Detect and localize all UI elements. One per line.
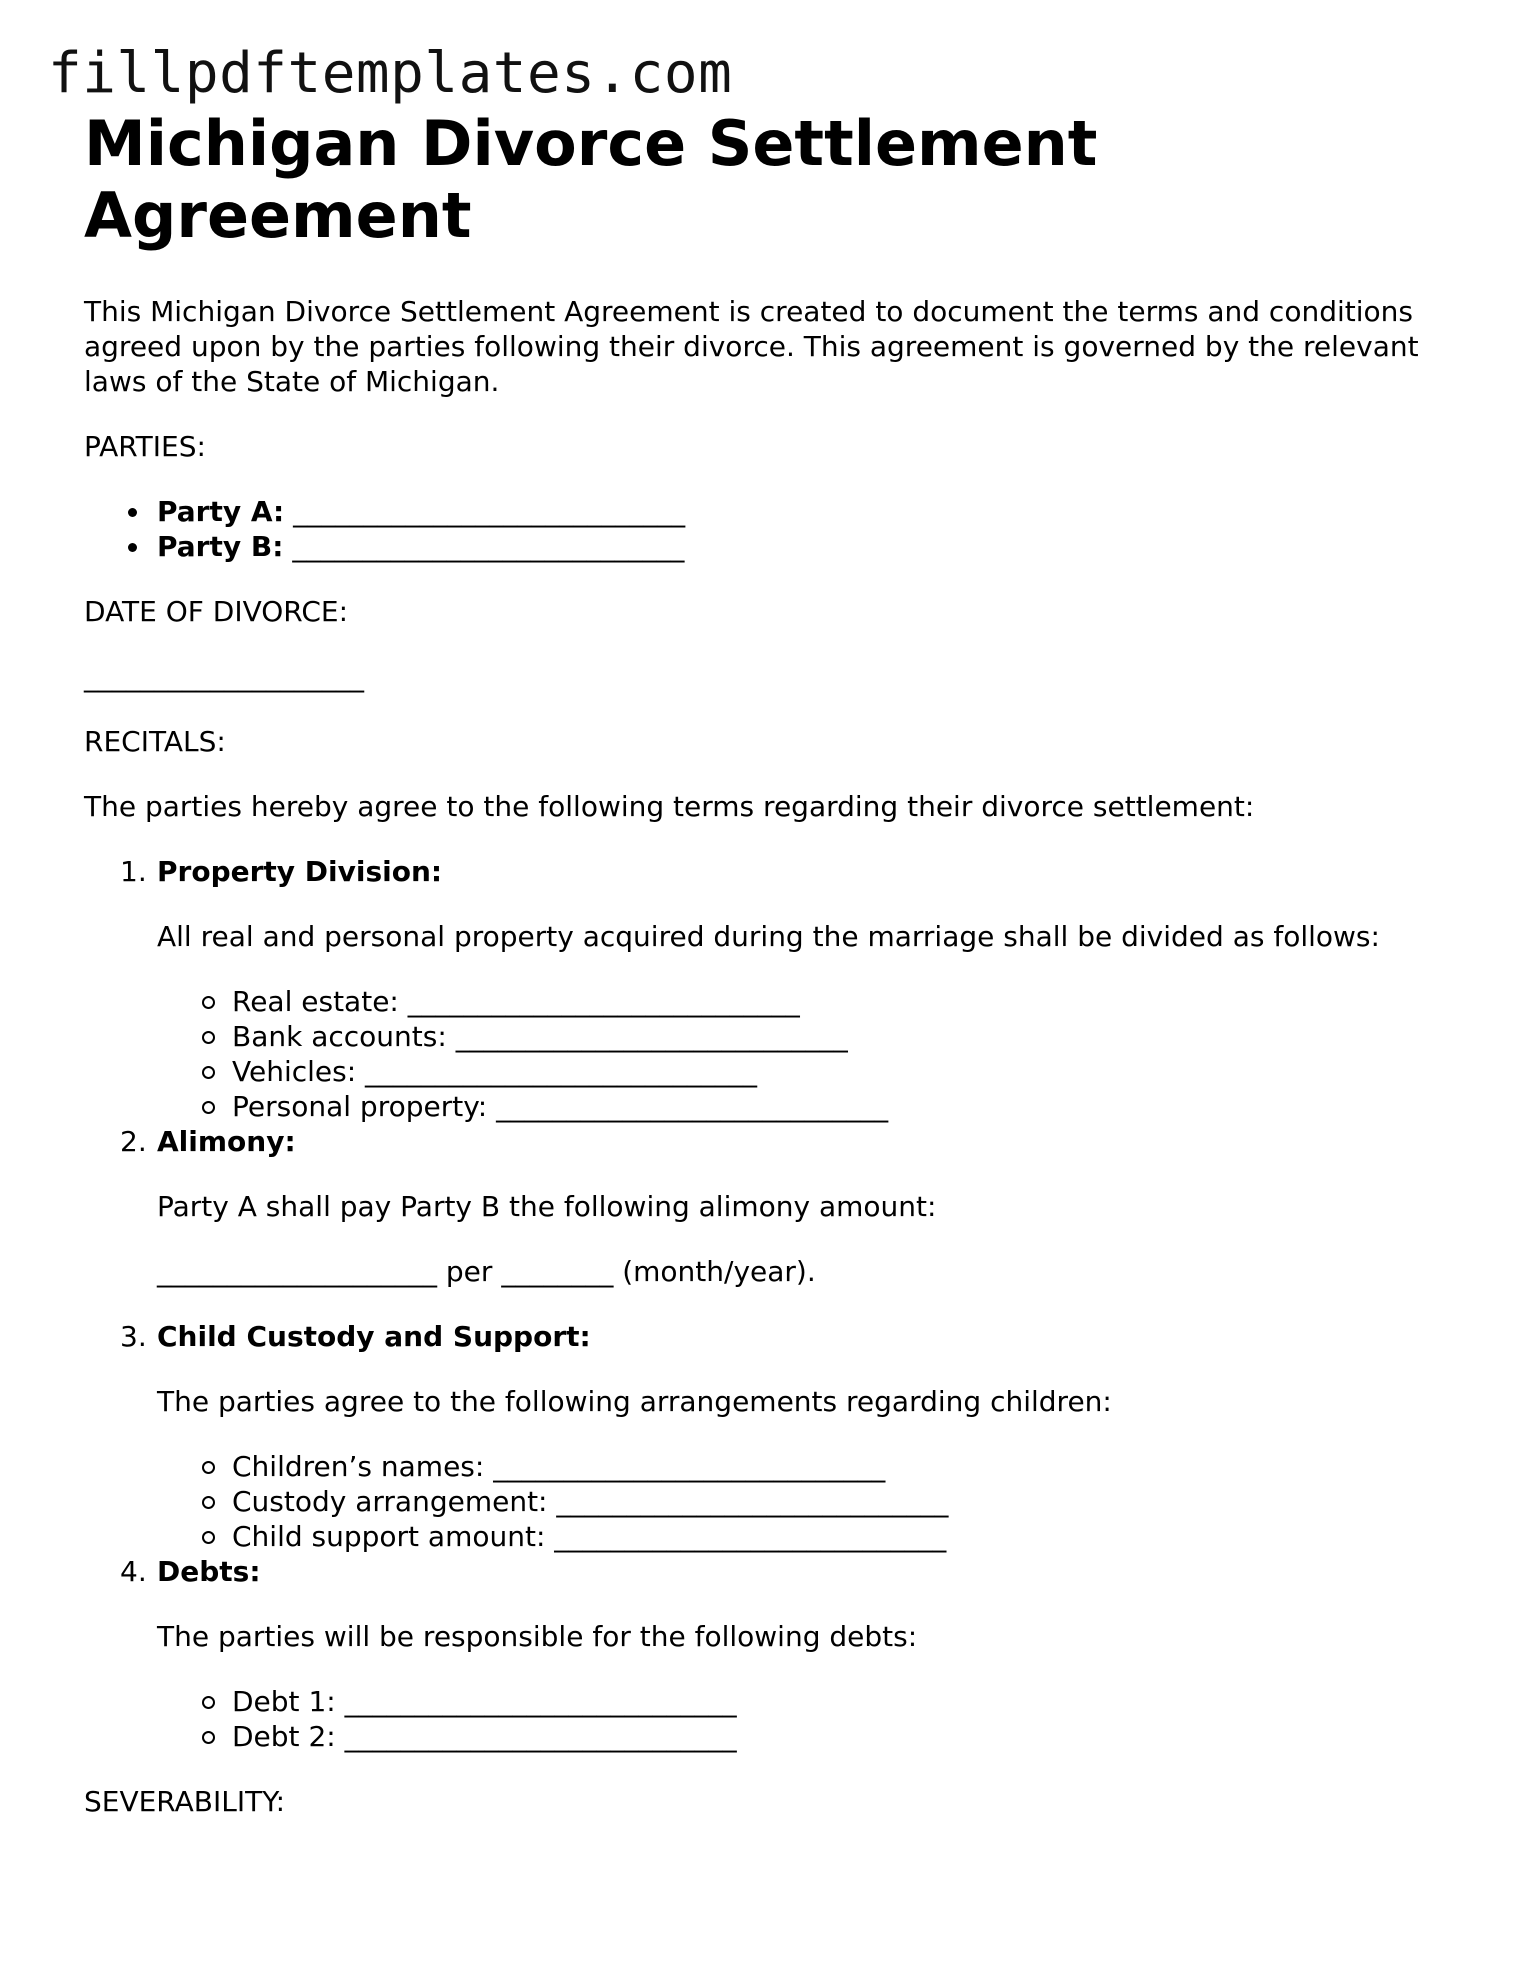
term-number: 2. bbox=[120, 1125, 147, 1158]
term-text: Party A shall pay Party B the following alimony amount: bbox=[157, 1190, 937, 1223]
recitals-heading: RECITALS: bbox=[84, 725, 226, 758]
term-number: 3. bbox=[120, 1320, 147, 1353]
term-title: Child Custody and Support: bbox=[157, 1320, 591, 1353]
alimony-amount-line[interactable]: ____________________ per ________ (month/year). bbox=[157, 1255, 816, 1288]
term-alimony bbox=[84, 1124, 1444, 1289]
debt-1-item[interactable]: Debt 1: ____________________________ bbox=[232, 1684, 1444, 1719]
term-title: Debts: bbox=[157, 1555, 261, 1588]
term-text: All real and personal property acquired during the marriage shall be divided as follows: bbox=[157, 920, 1380, 953]
term-text: The parties agree to the following arrangements regarding children: bbox=[157, 1385, 1112, 1418]
children-list bbox=[157, 1449, 1444, 1554]
parties-list bbox=[84, 494, 1444, 564]
property-list bbox=[157, 984, 1444, 1124]
child-support-item[interactable]: Child support amount: ____________________________ bbox=[232, 1519, 1444, 1554]
date-heading: DATE OF DIVORCE: bbox=[84, 595, 349, 628]
party-b-item bbox=[157, 529, 1444, 564]
term-debts bbox=[84, 1554, 1444, 1754]
term-property-division bbox=[84, 854, 1444, 1124]
personal-property-item[interactable]: Personal property: ____________________________ bbox=[232, 1089, 1444, 1124]
real-estate-item[interactable]: Real estate: ____________________________ bbox=[232, 984, 1444, 1019]
party-b-label: Party B: bbox=[157, 530, 284, 563]
debts-list bbox=[157, 1684, 1444, 1754]
intro-paragraph: This Michigan Divorce Settlement Agreement is created to document the terms and conditions agreed upon by the parties following their divorce. This agreement is governed by the relevant laws of the State of Michigan. bbox=[84, 295, 1419, 398]
party-a-label: Party A: bbox=[157, 495, 285, 528]
party-a-blank[interactable]: ____________________________ bbox=[293, 495, 686, 528]
parties-heading: PARTIES: bbox=[84, 430, 206, 463]
terms-list bbox=[84, 854, 1444, 1754]
recitals-text: The parties hereby agree to the following terms regarding their divorce settlement: bbox=[84, 790, 1255, 823]
term-child-custody bbox=[84, 1319, 1444, 1554]
debt-2-item[interactable]: Debt 2: ____________________________ bbox=[232, 1719, 1444, 1754]
watermark: fillpdftemplates.com bbox=[48, 41, 733, 106]
custody-arrangement-item[interactable]: Custody arrangement: ____________________________ bbox=[232, 1484, 1444, 1519]
term-number: 1. bbox=[120, 855, 147, 888]
party-b-blank[interactable]: ____________________________ bbox=[292, 530, 685, 563]
term-number: 4. bbox=[120, 1555, 147, 1588]
term-title: Alimony: bbox=[157, 1125, 296, 1158]
bank-accounts-item[interactable]: Bank accounts: ____________________________ bbox=[232, 1019, 1444, 1054]
party-a-item bbox=[157, 494, 1444, 529]
page-title: Michigan Divorce Settlement Agreement bbox=[84, 107, 1098, 252]
vehicles-item[interactable]: Vehicles: ____________________________ bbox=[232, 1054, 1444, 1089]
date-blank[interactable]: ____________________ bbox=[84, 660, 364, 693]
children-names-item[interactable]: Children’s names: ____________________________ bbox=[232, 1449, 1444, 1484]
document-page bbox=[84, 108, 1444, 1819]
term-text: The parties will be responsible for the following debts: bbox=[157, 1620, 918, 1653]
term-title: Property Division: bbox=[157, 855, 443, 888]
severability-heading: SEVERABILITY: bbox=[84, 1785, 286, 1818]
